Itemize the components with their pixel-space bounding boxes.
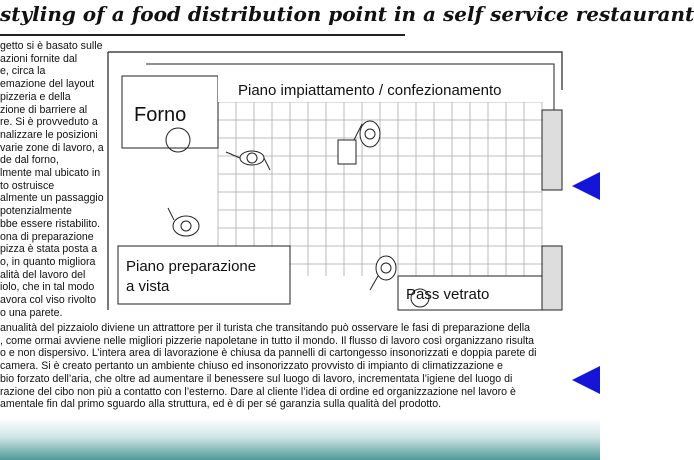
- label-preparazione-line1: Piano preparazione: [126, 258, 257, 275]
- worker-figure-forno: [226, 151, 270, 170]
- title-underline: [0, 34, 405, 36]
- worker-figure-pass: [370, 256, 396, 290]
- text-line: zione di barriere al: [0, 103, 88, 116]
- text-line: lmente mal ubicato in: [0, 167, 101, 180]
- text-line: almente un passaggio: [0, 192, 104, 205]
- page-title: styling of a food distribution point in a self service restaurant: [0, 2, 694, 26]
- text-line: varie zone di lavoro, a: [0, 141, 104, 154]
- text-line: getto si è basato sulle: [0, 40, 103, 52]
- label-preparazione-line2: a vista: [126, 278, 170, 295]
- text-line: bio forzato dell’aria, che oltre ad aumentare il benessere sul luogo di lavoro, incrementata l’igiene del luogo di: [0, 372, 513, 385]
- text-line: camera. Si è creato pertanto un ambiente chiuso ed insonorizzato provvisto di impianto di climatizzazione e: [0, 360, 503, 373]
- text-line: o e non dispersivo. L’intera area di lavorazione è chiusa da pannelli di cartongesso insonorizzati e doppia parete di: [0, 347, 537, 360]
- bottom-description: [0, 322, 568, 411]
- text-line: azioni fornite dal: [0, 52, 78, 65]
- text-line: potenzialmente: [0, 205, 72, 218]
- footer-gradient-band: [0, 418, 600, 460]
- text-line: bbe essere ristabilito.: [0, 217, 101, 230]
- label-pass-vetrato: Pass vetrato: [406, 286, 490, 303]
- label-confezionamento: Piano impiattamento / confezionamento: [238, 82, 502, 99]
- text-line: pizza è stata posta a: [0, 243, 98, 256]
- text-line: amentale fin dal primo sguardo alla struttura, ed è di per sé garanzia sulla qualità del prodotto.: [0, 398, 442, 411]
- text-line: avora col viso rivolto: [0, 294, 96, 307]
- text-line: , come ormai avviene nelle migliori pizzerie napoletane in tutto il mondo. Il flusso di lavoro così organizzano risulta: [0, 334, 535, 347]
- label-preparazione: [126, 257, 256, 297]
- text-line: to ostruisce: [0, 179, 55, 192]
- text-line: pizzeria e della: [0, 90, 71, 103]
- floor-plan: [108, 40, 572, 320]
- worker-figure-prep: [168, 208, 199, 236]
- text-line: anualità del pizzaiolo diviene un attrattore per il turista che transitando può osservare le fasi di preparazione della: [0, 322, 531, 334]
- label-forno: Forno: [134, 104, 187, 126]
- text-line: o una parete.: [0, 306, 63, 319]
- text-line: de dal forno,: [0, 154, 59, 167]
- text-line: emazione del layout: [0, 78, 95, 91]
- nav-arrow-left-icon[interactable]: [572, 172, 600, 200]
- pass-wall: [542, 246, 562, 310]
- text-line: re. Si è provveduto a: [0, 116, 98, 129]
- text-line: alità del lavoro del: [0, 268, 86, 281]
- text-line: nalizzare le posizioni: [0, 128, 98, 141]
- right-wall: [542, 110, 562, 190]
- text-line: o, in quanto migliora: [0, 255, 96, 268]
- text-line: ona di preparazione: [0, 230, 94, 243]
- nav-arrow-left-icon-2[interactable]: [572, 366, 600, 394]
- left-description: [0, 40, 108, 319]
- text-line: iolo, che in tal modo: [0, 281, 95, 294]
- text-line: e, circa la: [0, 65, 46, 78]
- text-line: razione del cibo non più a contatto con l’esterno. Dare al cliente l’idea di ordine ed organizzazione nel lavoro è: [0, 385, 516, 398]
